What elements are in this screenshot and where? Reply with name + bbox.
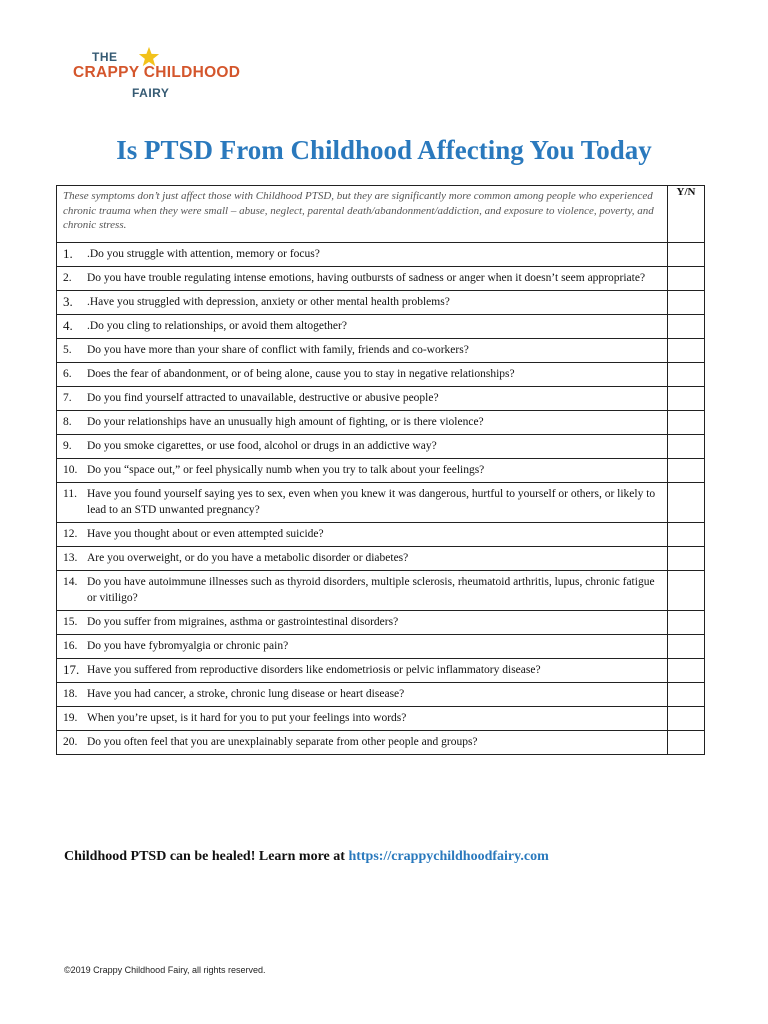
answer-cell[interactable]: [668, 659, 705, 683]
question-cell: [57, 291, 668, 315]
question-number: 19.: [63, 712, 78, 724]
question-cell: [57, 243, 668, 267]
question-row: [57, 571, 705, 611]
question-row: [57, 547, 705, 571]
question-number: 20.: [63, 736, 78, 748]
question-number: 9.: [63, 440, 72, 452]
question-text: .Do you struggle with attention, memory or focus?: [87, 248, 320, 260]
question-cell: [57, 571, 668, 611]
question-number: 4.: [63, 318, 73, 333]
question-number: 7.: [63, 392, 72, 404]
copyright: ©2019 Crappy Childhood Fairy, all rights reserved.: [64, 965, 266, 975]
question-row: [57, 611, 705, 635]
question-number: 8.: [63, 416, 72, 428]
question-row: [57, 683, 705, 707]
question-cell: [57, 339, 668, 363]
question-number: 16.: [63, 640, 78, 652]
answer-cell[interactable]: [668, 707, 705, 731]
question-text: Have you found yourself saying yes to sex, even when you knew it was dangerous, hurtful to yourself or others, or likely to lead to an STD unwanted pregnancy?: [87, 488, 656, 516]
question-number: 13.: [63, 552, 78, 564]
yn-header: Y/N: [668, 186, 705, 243]
question-row: [57, 411, 705, 435]
answer-cell[interactable]: [668, 435, 705, 459]
question-row: [57, 731, 705, 755]
logo: [62, 42, 241, 106]
answer-cell[interactable]: [668, 523, 705, 547]
question-number: 5.: [63, 344, 72, 356]
question-row: [57, 635, 705, 659]
symptom-checklist-table: [56, 185, 705, 755]
answer-cell[interactable]: [668, 571, 705, 611]
question-cell: [57, 315, 668, 339]
question-text: Do you “space out,” or feel physically numb when you try to talk about your feelings?: [87, 464, 485, 476]
question-number: 17.: [63, 662, 80, 677]
question-cell: [57, 411, 668, 435]
answer-cell[interactable]: [668, 315, 705, 339]
answer-cell[interactable]: [668, 683, 705, 707]
footer-link[interactable]: https://crappychildhoodfairy.com: [348, 849, 549, 864]
answer-cell[interactable]: [668, 731, 705, 755]
intro-text: These symptoms don’t just affect those with Childhood PTSD, but they are significantly more common among people who experienced chronic trauma when they were small – abuse, neglect, parental death/abandonment/addiction, and exposure to violence, poverty, and chronic stress.: [57, 186, 668, 243]
question-row: [57, 339, 705, 363]
question-cell: [57, 683, 668, 707]
question-number: 14.: [63, 576, 78, 588]
question-text: Do your relationships have an unusually high amount of fighting, or is there violence?: [87, 416, 484, 428]
answer-cell[interactable]: [668, 635, 705, 659]
question-cell: [57, 435, 668, 459]
question-text: Have you thought about or even attempted suicide?: [87, 528, 324, 540]
footer-cta: [64, 849, 549, 865]
question-number: 3.: [63, 294, 73, 309]
answer-cell[interactable]: [668, 547, 705, 571]
question-text: .Do you cling to relationships, or avoid them altogether?: [87, 320, 347, 332]
answer-cell[interactable]: [668, 387, 705, 411]
footer-cta-text: Childhood PTSD can be healed! Learn more at: [64, 849, 349, 864]
question-row: [57, 291, 705, 315]
question-cell: [57, 611, 668, 635]
question-cell: [57, 387, 668, 411]
question-cell: [57, 483, 668, 523]
question-row: [57, 267, 705, 291]
question-row: [57, 659, 705, 683]
answer-cell[interactable]: [668, 243, 705, 267]
answer-cell[interactable]: [668, 291, 705, 315]
question-text: When you’re upset, is it hard for you to put your feelings into words?: [87, 712, 407, 724]
question-row: [57, 387, 705, 411]
question-number: 10.: [63, 464, 78, 476]
intro-row: [57, 186, 705, 243]
question-row: [57, 363, 705, 387]
question-row: [57, 243, 705, 267]
question-text: Do you have fybromyalgia or chronic pain?: [87, 640, 289, 652]
question-cell: [57, 267, 668, 291]
answer-cell[interactable]: [668, 611, 705, 635]
question-cell: [57, 731, 668, 755]
answer-cell[interactable]: [668, 459, 705, 483]
question-text: Does the fear of abandonment, or of being alone, cause you to stay in negative relationships?: [87, 368, 515, 380]
question-cell: [57, 523, 668, 547]
answer-cell[interactable]: [668, 267, 705, 291]
question-text: Have you had cancer, a stroke, chronic lung disease or heart disease?: [87, 688, 405, 700]
question-row: [57, 435, 705, 459]
question-row: [57, 315, 705, 339]
logo-line-the: THE: [92, 50, 118, 64]
question-cell: [57, 635, 668, 659]
question-number: 6.: [63, 368, 72, 380]
question-cell: [57, 547, 668, 571]
question-number: 11.: [63, 488, 77, 500]
question-text: Have you suffered from reproductive disorders like endometriosis or pelvic inflammatory disease?: [87, 664, 541, 676]
question-text: Do you have autoimmune illnesses such as thyroid disorders, multiple sclerosis, rheumatoid arthritis, lupus, chronic fatigue or vitiligo?: [87, 576, 655, 604]
question-text: Do you smoke cigarettes, or use food, alcohol or drugs in an addictive way?: [87, 440, 437, 452]
logo-line-main: CRAPPY CHILDHOOD: [73, 64, 241, 81]
question-cell: [57, 659, 668, 683]
question-number: 12.: [63, 528, 78, 540]
question-row: [57, 523, 705, 547]
answer-cell[interactable]: [668, 339, 705, 363]
answer-cell[interactable]: [668, 483, 705, 523]
question-cell: [57, 459, 668, 483]
question-row: [57, 459, 705, 483]
page-title: Is PTSD From Childhood Affecting You Today: [116, 135, 652, 165]
question-text: .Have you struggled with depression, anxiety or other mental health problems?: [87, 296, 450, 308]
question-row: [57, 483, 705, 523]
question-number: 2.: [63, 272, 72, 284]
question-text: Do you often feel that you are unexplainably separate from other people and groups?: [87, 736, 478, 748]
question-text: Are you overweight, or do you have a metabolic disorder or diabetes?: [87, 552, 409, 564]
question-row: [57, 707, 705, 731]
logo-line-fairy: FAIRY: [132, 86, 170, 100]
question-number: 1.: [63, 246, 73, 261]
question-number: 18.: [63, 688, 78, 700]
question-cell: [57, 707, 668, 731]
question-text: Do you have trouble regulating intense emotions, having outbursts of sadness or anger when it doesn’t seem appropriate?: [87, 272, 646, 284]
question-text: Do you have more than your share of conflict with family, friends and co-workers?: [87, 344, 469, 356]
question-text: Do you suffer from migraines, asthma or gastrointestinal disorders?: [87, 616, 399, 628]
answer-cell[interactable]: [668, 411, 705, 435]
answer-cell[interactable]: [668, 363, 705, 387]
question-text: Do you find yourself attracted to unavailable, destructive or abusive people?: [87, 392, 439, 404]
question-number: 15.: [63, 616, 78, 628]
question-cell: [57, 363, 668, 387]
